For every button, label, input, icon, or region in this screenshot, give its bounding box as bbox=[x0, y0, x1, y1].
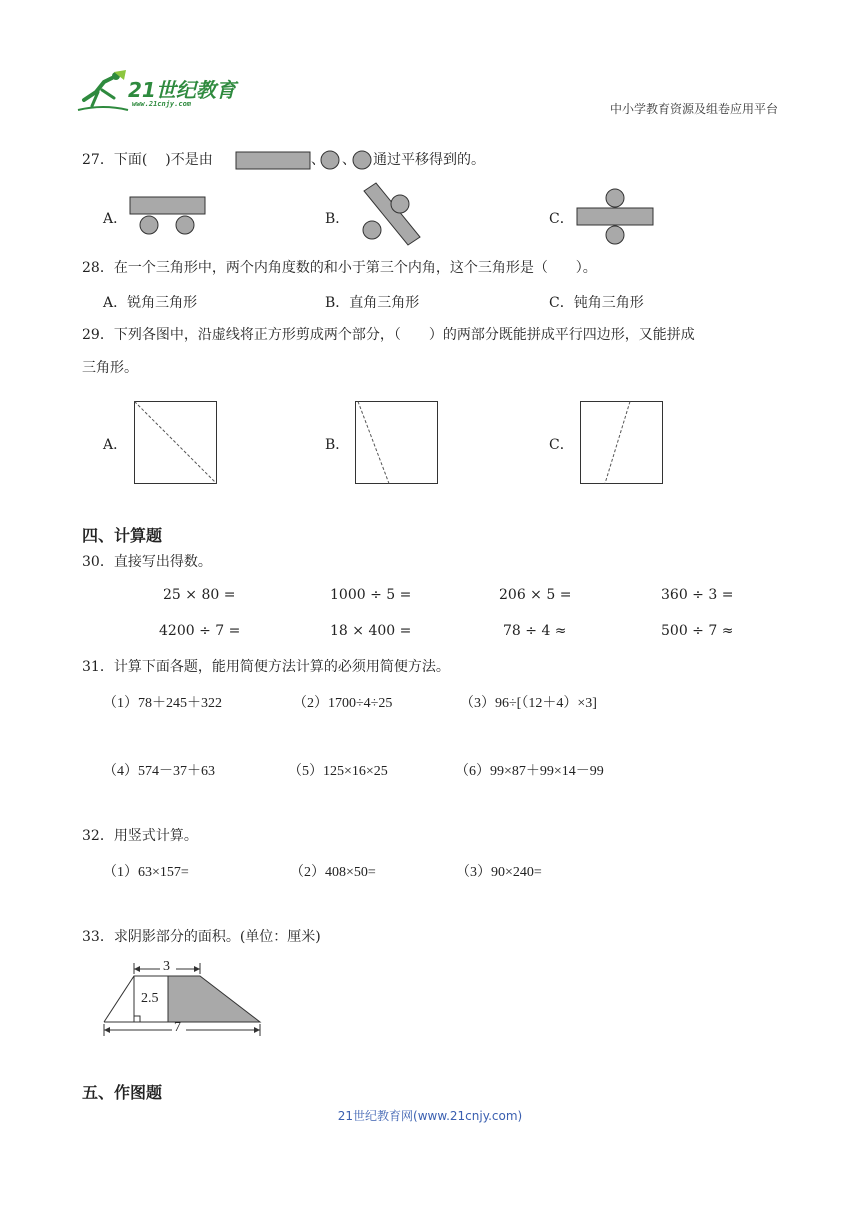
q31-text: 31．计算下面各题，能用简便方法计算的必须用简便方法。 bbox=[82, 659, 450, 675]
q32-item: （1）63×157= bbox=[103, 865, 189, 880]
q33-label-bottom: 7 bbox=[174, 1020, 181, 1035]
q30-item: 500 ÷ 7 ≈ bbox=[661, 623, 734, 639]
logo-text: 21世纪教育 bbox=[128, 78, 236, 102]
q31-item: （2）1700÷4÷25 bbox=[293, 696, 393, 711]
q30-item: 360 ÷ 3 = bbox=[661, 587, 734, 603]
q27-figure-b bbox=[350, 185, 425, 247]
q27-line bbox=[82, 150, 213, 170]
q27-option-c[interactable]: C． bbox=[549, 211, 574, 227]
runner-logo-icon bbox=[78, 70, 128, 114]
q30-item: 18 × 400 = bbox=[330, 623, 412, 639]
q28-option-b[interactable]: B．直角三角形 bbox=[325, 295, 420, 311]
section-title-calculation: 四、计算题 bbox=[82, 526, 163, 545]
q30-item: 25 × 80 = bbox=[163, 587, 236, 603]
q29-option-b[interactable]: B． bbox=[325, 437, 350, 453]
q30-text: 30．直接写出得数。 bbox=[82, 554, 212, 570]
q33-text: 33．求阴影部分的面积。(单位：厘米) bbox=[82, 929, 321, 945]
q27-figure-c bbox=[575, 188, 657, 246]
q30-item: 1000 ÷ 5 = bbox=[330, 587, 412, 603]
q27-option-a[interactable]: A． bbox=[103, 211, 128, 227]
q27-text-before: 27．下面( bbox=[82, 152, 148, 168]
q29-figure-c bbox=[580, 401, 664, 485]
footer-link[interactable]: 21世纪教育网(www.21cnjy.com) bbox=[337, 1109, 523, 1123]
logo bbox=[78, 70, 248, 114]
q29-text-line2: 三角形。 bbox=[82, 360, 138, 376]
q29-text-line1: 29．下列各图中，沿虚线将正方形剪成两个部分，（ ）的两部分既能拼成平行四边形，又能拼成 bbox=[82, 327, 695, 343]
q29-figure-b bbox=[355, 401, 439, 485]
q27-text-middle: )不是由 bbox=[165, 152, 213, 168]
q31-item: （3）96÷[（12＋4）×3] bbox=[460, 696, 597, 711]
q33-label-top: 3 bbox=[163, 959, 170, 974]
q28-option-c[interactable]: C．钝角三角形 bbox=[549, 295, 644, 311]
q31-item: （1）78＋245＋322 bbox=[103, 696, 222, 711]
q28-option-a[interactable]: A．锐角三角形 bbox=[103, 295, 198, 311]
q33-label-height: 2.5 bbox=[141, 991, 159, 1006]
q31-item: （6）99×87＋99×14－99 bbox=[455, 764, 604, 779]
q31-item: （4）574－37＋63 bbox=[103, 764, 215, 779]
q32-item: （2）408×50= bbox=[290, 865, 376, 880]
q29-option-c[interactable]: C． bbox=[549, 437, 574, 453]
q29-figure-a bbox=[134, 401, 218, 485]
logo-url: www.21cnjy.com bbox=[132, 100, 192, 108]
q33-figure bbox=[100, 958, 264, 1038]
q30-item: 4200 ÷ 7 = bbox=[159, 623, 241, 639]
q29-option-a[interactable]: A． bbox=[103, 437, 128, 453]
q30-item: 206 × 5 = bbox=[499, 587, 572, 603]
q30-item: 78 ÷ 4 ≈ bbox=[503, 623, 567, 639]
section-title-drawing: 五、作图题 bbox=[82, 1083, 163, 1102]
q27-sep2: 、 bbox=[342, 152, 356, 168]
platform-name: 中小学教育资源及组卷应用平台 bbox=[609, 102, 778, 116]
q27-text-after: 通过平移得到的。 bbox=[373, 152, 485, 168]
q27-sep1: 、 bbox=[311, 152, 325, 168]
q27-option-b[interactable]: B． bbox=[325, 211, 350, 227]
q27-figure-a bbox=[130, 197, 210, 239]
q32-item: （3）90×240= bbox=[456, 865, 542, 880]
q31-item: （5）125×16×25 bbox=[288, 764, 388, 779]
q28-text: 28．在一个三角形中，两个内角度数的和小于第三个内角，这个三角形是（ ）。 bbox=[82, 260, 597, 276]
q32-text: 32．用竖式计算。 bbox=[82, 828, 198, 844]
